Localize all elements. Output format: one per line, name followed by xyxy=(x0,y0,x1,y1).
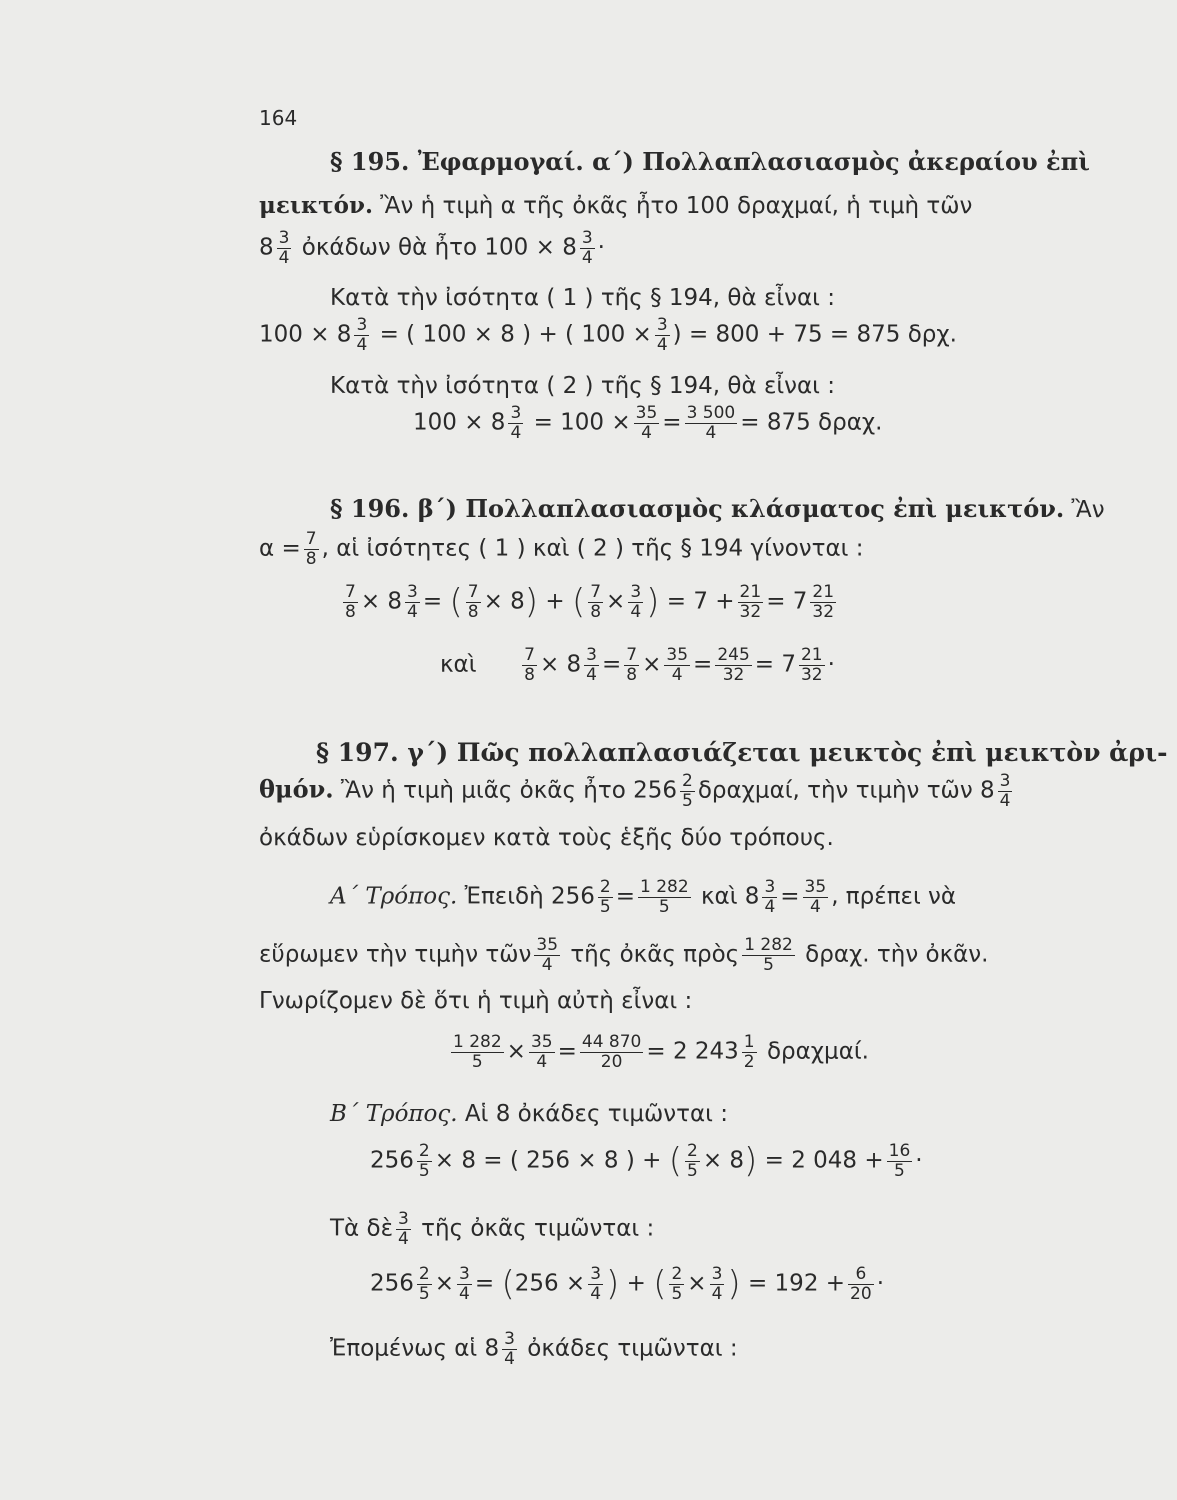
fraction-3-4 xyxy=(354,316,369,354)
fraction-245-32 xyxy=(715,646,751,684)
numerator: 3 xyxy=(398,1209,409,1229)
fraction-16-5 xyxy=(887,1142,913,1180)
denominator: 8 xyxy=(305,548,317,569)
fraction-3-4 xyxy=(655,316,670,354)
text: 100 × 8 xyxy=(259,321,352,348)
fraction-7-8 xyxy=(304,530,319,568)
numerator: 1 282 xyxy=(744,935,793,955)
fraction-7-8 xyxy=(624,646,639,684)
section-197-line-3: ὀκάδων εὑρίσκομεν κατὰ τοὺς ἑξῆς δύο τρόπους. xyxy=(259,825,834,851)
text: = xyxy=(615,883,635,910)
section-195-line-6: Κατὰ τὴν ἰσότητα ( 2 ) τῆς § 194, θὰ εἶναι : xyxy=(330,373,836,399)
denominator: 4 xyxy=(664,665,690,685)
section-195-heading-cont: μεικτόν. xyxy=(259,192,373,219)
text: = 875 δραχ. xyxy=(740,409,883,436)
fraction-7-8 xyxy=(466,583,481,621)
section-197-line-5 xyxy=(259,936,988,974)
numerator: 1 282 xyxy=(640,877,689,897)
denominator: 5 xyxy=(742,955,795,975)
denominator: 8 xyxy=(467,601,479,622)
text: = 100 × xyxy=(533,409,631,436)
numerator: 3 xyxy=(999,771,1011,791)
text: Ἂν xyxy=(1071,497,1105,523)
text: Αἱ 8 ὀκάδες τιμῶνται : xyxy=(464,1101,728,1127)
fraction-35-4 xyxy=(534,936,560,974)
denominator: 4 xyxy=(407,601,418,622)
denominator: 8 xyxy=(345,601,356,622)
fraction-3-4 xyxy=(584,646,599,684)
text: ( xyxy=(653,1264,667,1305)
denominator: 4 xyxy=(529,1052,555,1072)
numerator: 16 xyxy=(888,1141,911,1161)
text: 100 × 8 xyxy=(413,409,506,436)
numerator: 3 xyxy=(504,1329,515,1349)
denominator: 5 xyxy=(687,1160,698,1181)
section-197-heading-cont: θμόν. xyxy=(259,774,334,804)
equation-5 xyxy=(448,1033,869,1071)
text: ) xyxy=(646,582,660,623)
text: δραχ. τὴν ὀκᾶν. xyxy=(805,941,989,968)
equation-3 xyxy=(340,583,839,621)
numerator: 7 xyxy=(467,582,479,602)
fraction-2-5 xyxy=(598,878,613,916)
equation-4 xyxy=(440,646,835,684)
numerator: 7 xyxy=(524,645,535,665)
fraction-35-4 xyxy=(664,646,690,684)
section-197-tropos-b xyxy=(330,1103,728,1126)
fraction-1282-5 xyxy=(742,936,795,974)
fraction-3-4 xyxy=(502,1330,517,1368)
denominator: 20 xyxy=(580,1052,643,1072)
text: ὀκάδες τιμῶνται : xyxy=(527,1335,738,1362)
fraction-2-5 xyxy=(669,1265,684,1303)
equation-1 xyxy=(259,316,957,354)
text: ( xyxy=(501,1264,515,1305)
text: εὕρωμεν τὴν τιμὴν τῶν xyxy=(259,941,532,968)
section-197-line-2 xyxy=(259,772,1015,810)
text: , αἱ ἰσότητες ( 1 ) καὶ ( 2 ) τῆς § 194 γίνονται : xyxy=(321,535,864,562)
numerator: 2 xyxy=(671,1264,683,1284)
denominator: 5 xyxy=(671,1283,683,1304)
denominator: 4 xyxy=(510,422,522,443)
numerator: 21 xyxy=(800,645,823,665)
denominator: 8 xyxy=(590,601,602,622)
text: ( xyxy=(571,582,586,623)
numerator: 1 282 xyxy=(453,1032,502,1052)
numerator: 3 xyxy=(630,582,642,602)
text: , πρέπει νὰ xyxy=(831,883,957,910)
fraction-7-8 xyxy=(588,583,603,621)
denominator: 4 xyxy=(999,790,1011,811)
text: = xyxy=(474,1270,495,1297)
fraction-3-4 xyxy=(588,1265,603,1303)
fraction-3500-4 xyxy=(685,404,738,442)
numerator: 2 xyxy=(418,1264,430,1284)
fraction-35-4 xyxy=(634,404,660,442)
denominator: 32 xyxy=(739,601,762,622)
denominator: 8 xyxy=(524,664,535,685)
section-197-tropos-a xyxy=(330,878,956,916)
numerator: 245 xyxy=(717,645,750,665)
equation-6 xyxy=(370,1142,923,1180)
text: ) xyxy=(744,1141,758,1182)
page-number: 164 xyxy=(259,106,298,130)
fraction-2-5 xyxy=(685,1142,700,1180)
denominator: 4 xyxy=(711,1283,723,1304)
denominator: 32 xyxy=(715,665,751,685)
text: = 7 + xyxy=(666,588,735,615)
text: + xyxy=(545,588,565,615)
denominator: 5 xyxy=(451,1052,504,1072)
numerator: 3 500 xyxy=(686,403,736,423)
numerator: 3 xyxy=(581,228,593,248)
denominator: 4 xyxy=(764,896,776,917)
text: × 8 xyxy=(360,588,403,615)
fraction-35-4 xyxy=(529,1033,555,1071)
text: × 8 = ( 256 × 8 ) + xyxy=(434,1147,662,1174)
equation-7 xyxy=(370,1265,884,1303)
equation-2: 100 × 8 $\frac{3}{4}$ = 100 × $\frac{35}{4}$ = $\frac{3 500}{4}$ = 875 δραχ. xyxy=(413,403,883,443)
section-195-line-2 xyxy=(259,194,972,218)
fraction-3-4 xyxy=(396,1210,411,1248)
text: = 2 048 + xyxy=(764,1147,884,1174)
denominator: 5 xyxy=(599,896,611,917)
numerator: 3 xyxy=(356,315,368,335)
denominator: 32 xyxy=(800,664,823,685)
text: × xyxy=(606,588,626,615)
text: = xyxy=(557,1038,577,1065)
section-195-heading: § 195. Ἐφαρμογαί. α΄) Πολλαπλασιασμὸς ἀκεραίου ἐπὶ xyxy=(330,147,1090,176)
fraction-6-20 xyxy=(848,1265,874,1303)
numerator: 2 xyxy=(418,1141,430,1161)
fraction-3-4 xyxy=(762,878,777,916)
text: = xyxy=(693,651,713,678)
text: = xyxy=(422,588,443,615)
numerator: 44 870 xyxy=(581,1032,642,1052)
denominator: 5 xyxy=(638,897,691,917)
denominator: 4 xyxy=(581,247,593,268)
denominator: 5 xyxy=(887,1161,913,1181)
text: = 7 xyxy=(754,651,796,678)
section-197-line-6: Γνωρίζομεν δὲ ὅτι ἡ τιμὴ αὐτὴ εἶναι : xyxy=(259,988,693,1014)
numerator: 7 xyxy=(305,529,317,549)
numerator: 35 xyxy=(804,877,827,897)
text: · xyxy=(915,1147,923,1174)
text: ) xyxy=(727,1264,741,1305)
numerator: 35 xyxy=(530,1032,553,1052)
denominator: 2 xyxy=(743,1051,755,1072)
text: ) = 800 + 75 = 875 δρχ. xyxy=(672,321,957,348)
text: ὀκάδων θὰ ἦτο 100 × 8 xyxy=(301,234,577,261)
fraction-3-4 xyxy=(277,229,292,267)
numerator: 2 xyxy=(599,877,611,897)
text: = 2 243 xyxy=(646,1038,739,1065)
denominator: 4 xyxy=(586,664,597,685)
text: Ἂν ἡ τιμὴ μιᾶς ὀκᾶς ἦτο 256 xyxy=(340,777,677,804)
text: Τὰ δὲ xyxy=(330,1215,394,1242)
text: ) xyxy=(524,582,539,623)
numerator: 3 xyxy=(459,1264,470,1284)
numerator: 3 xyxy=(711,1264,723,1284)
section-197-line-9 xyxy=(330,1210,654,1248)
fraction-7-8 xyxy=(343,583,358,621)
denominator: 4 xyxy=(656,334,668,355)
text: · xyxy=(876,1270,884,1297)
text: + xyxy=(626,1270,646,1297)
numerator: 21 xyxy=(739,582,762,602)
denominator: 32 xyxy=(812,601,835,622)
denominator: 5 xyxy=(418,1160,430,1181)
fraction-1-2 xyxy=(742,1033,757,1071)
text: = 7 xyxy=(766,588,808,615)
numerator: 3 xyxy=(764,877,776,897)
numerator: 6 xyxy=(855,1264,867,1284)
text: καὶ 8 xyxy=(700,883,760,910)
numerator: 3 xyxy=(590,1264,602,1284)
text: καὶ xyxy=(440,651,477,678)
denominator: 4 xyxy=(356,334,368,355)
text: Β΄ Τρόπος. xyxy=(330,1101,458,1127)
denominator: 20 xyxy=(850,1283,872,1304)
text: 256 × xyxy=(514,1270,586,1297)
numerator: 2 xyxy=(681,771,693,791)
fraction-44870-20 xyxy=(580,1033,643,1071)
text: = xyxy=(780,883,800,910)
text: Ἐπειδὴ 256 xyxy=(464,883,595,910)
denominator: 4 xyxy=(630,601,642,622)
numerator: 35 xyxy=(635,403,658,423)
numerator: 7 xyxy=(626,645,638,665)
denominator: 8 xyxy=(626,664,638,685)
section-197-line-11 xyxy=(330,1330,738,1368)
text: = 192 + xyxy=(747,1270,846,1297)
fraction-7-8 xyxy=(522,646,537,684)
numerator: 21 xyxy=(812,582,835,602)
text: · xyxy=(597,234,605,261)
text: τῆς ὀκᾶς τιμῶνται : xyxy=(421,1215,655,1242)
numerator: 3 xyxy=(586,645,597,665)
denominator: 4 xyxy=(534,955,560,975)
text: Α΄ Τρόπος. xyxy=(330,883,458,910)
numerator: 35 xyxy=(536,935,559,955)
text: δραχμαί. xyxy=(766,1038,869,1065)
numerator: 7 xyxy=(345,582,356,602)
fraction-3-4 xyxy=(710,1265,725,1303)
text: = xyxy=(602,651,622,678)
fraction-21-32 xyxy=(799,646,825,684)
denominator: 4 xyxy=(278,247,290,268)
text: × xyxy=(687,1270,707,1297)
text: ( xyxy=(449,582,463,623)
section-195-line-4: Κατὰ τὴν ἰσότητα ( 1 ) τῆς § 194, θὰ εἶναι : xyxy=(330,285,836,311)
fraction-2-5 xyxy=(680,772,695,810)
denominator: 4 xyxy=(398,1228,409,1249)
fraction-2-5 xyxy=(417,1142,432,1180)
denominator: 4 xyxy=(504,1348,515,1369)
numerator: 3 xyxy=(407,582,418,602)
fraction-3-4 xyxy=(508,404,523,442)
fraction-35-4 xyxy=(803,878,829,916)
fraction-21-32 xyxy=(738,583,764,621)
section-196-heading-line xyxy=(330,494,1105,523)
fraction-2-5 xyxy=(417,1265,432,1303)
numerator: 3 xyxy=(510,403,522,423)
section-195-intro: Ἂν ἡ τιμὴ α τῆς ὀκᾶς ἦτο 100 δραχμαί, ἡ τιμὴ τῶν xyxy=(380,193,973,219)
numerator: 35 xyxy=(666,645,689,665)
section-196-heading: § 196. β΄) Πολλαπλασιασμὸς κλάσματος ἐπὶ μεικτόν. xyxy=(330,494,1065,523)
denominator: 4 xyxy=(634,423,660,443)
text: α = xyxy=(259,535,301,562)
section-197-heading: § 197. γ΄) Πῶς πολλαπλασιάζεται μεικτὸς ἐπὶ μεικτὸν ἀρι- xyxy=(316,738,1168,767)
text: τῆς ὀκᾶς πρὸς xyxy=(570,941,740,968)
numerator: 1 xyxy=(743,1032,755,1052)
numerator: 3 xyxy=(656,315,668,335)
fraction-3-4 xyxy=(405,583,420,621)
text: × 8 xyxy=(539,651,582,678)
fraction-21-32 xyxy=(810,583,836,621)
denominator: 5 xyxy=(681,790,693,811)
text: · xyxy=(827,651,835,678)
fraction-1282-5 xyxy=(638,878,691,916)
fraction-3-4 xyxy=(998,772,1013,810)
text: × 8 xyxy=(483,588,525,615)
fraction-3-4 xyxy=(628,583,643,621)
text: × xyxy=(506,1038,526,1065)
text: ) xyxy=(606,1264,620,1305)
fraction-3-4 xyxy=(457,1265,472,1303)
numerator: 7 xyxy=(590,582,602,602)
text: ( xyxy=(668,1141,682,1182)
denominator: 4 xyxy=(685,423,738,443)
fraction-3-4 xyxy=(580,229,595,267)
denominator: 4 xyxy=(459,1283,470,1304)
text: × xyxy=(642,651,662,678)
denominator: 4 xyxy=(590,1283,602,1304)
section-196-line-2 xyxy=(259,530,864,568)
numerator: 2 xyxy=(687,1141,698,1161)
text: × 8 xyxy=(702,1147,745,1174)
text: × xyxy=(434,1270,455,1297)
numerator: 3 xyxy=(278,228,290,248)
text: 256 xyxy=(370,1270,414,1297)
fraction-1282-5 xyxy=(451,1033,504,1071)
text: 8 xyxy=(259,234,274,261)
denominator: 5 xyxy=(418,1283,430,1304)
denominator: 4 xyxy=(803,897,829,917)
text: 256 xyxy=(370,1147,414,1174)
section-195-line-3 xyxy=(259,229,605,267)
text: = ( 100 × 8 ) + ( 100 × xyxy=(379,321,652,348)
text: Ἐπομένως αἱ 8 xyxy=(330,1335,500,1362)
text: δραχμαί, τὴν τιμὴν τῶν 8 xyxy=(697,777,995,804)
